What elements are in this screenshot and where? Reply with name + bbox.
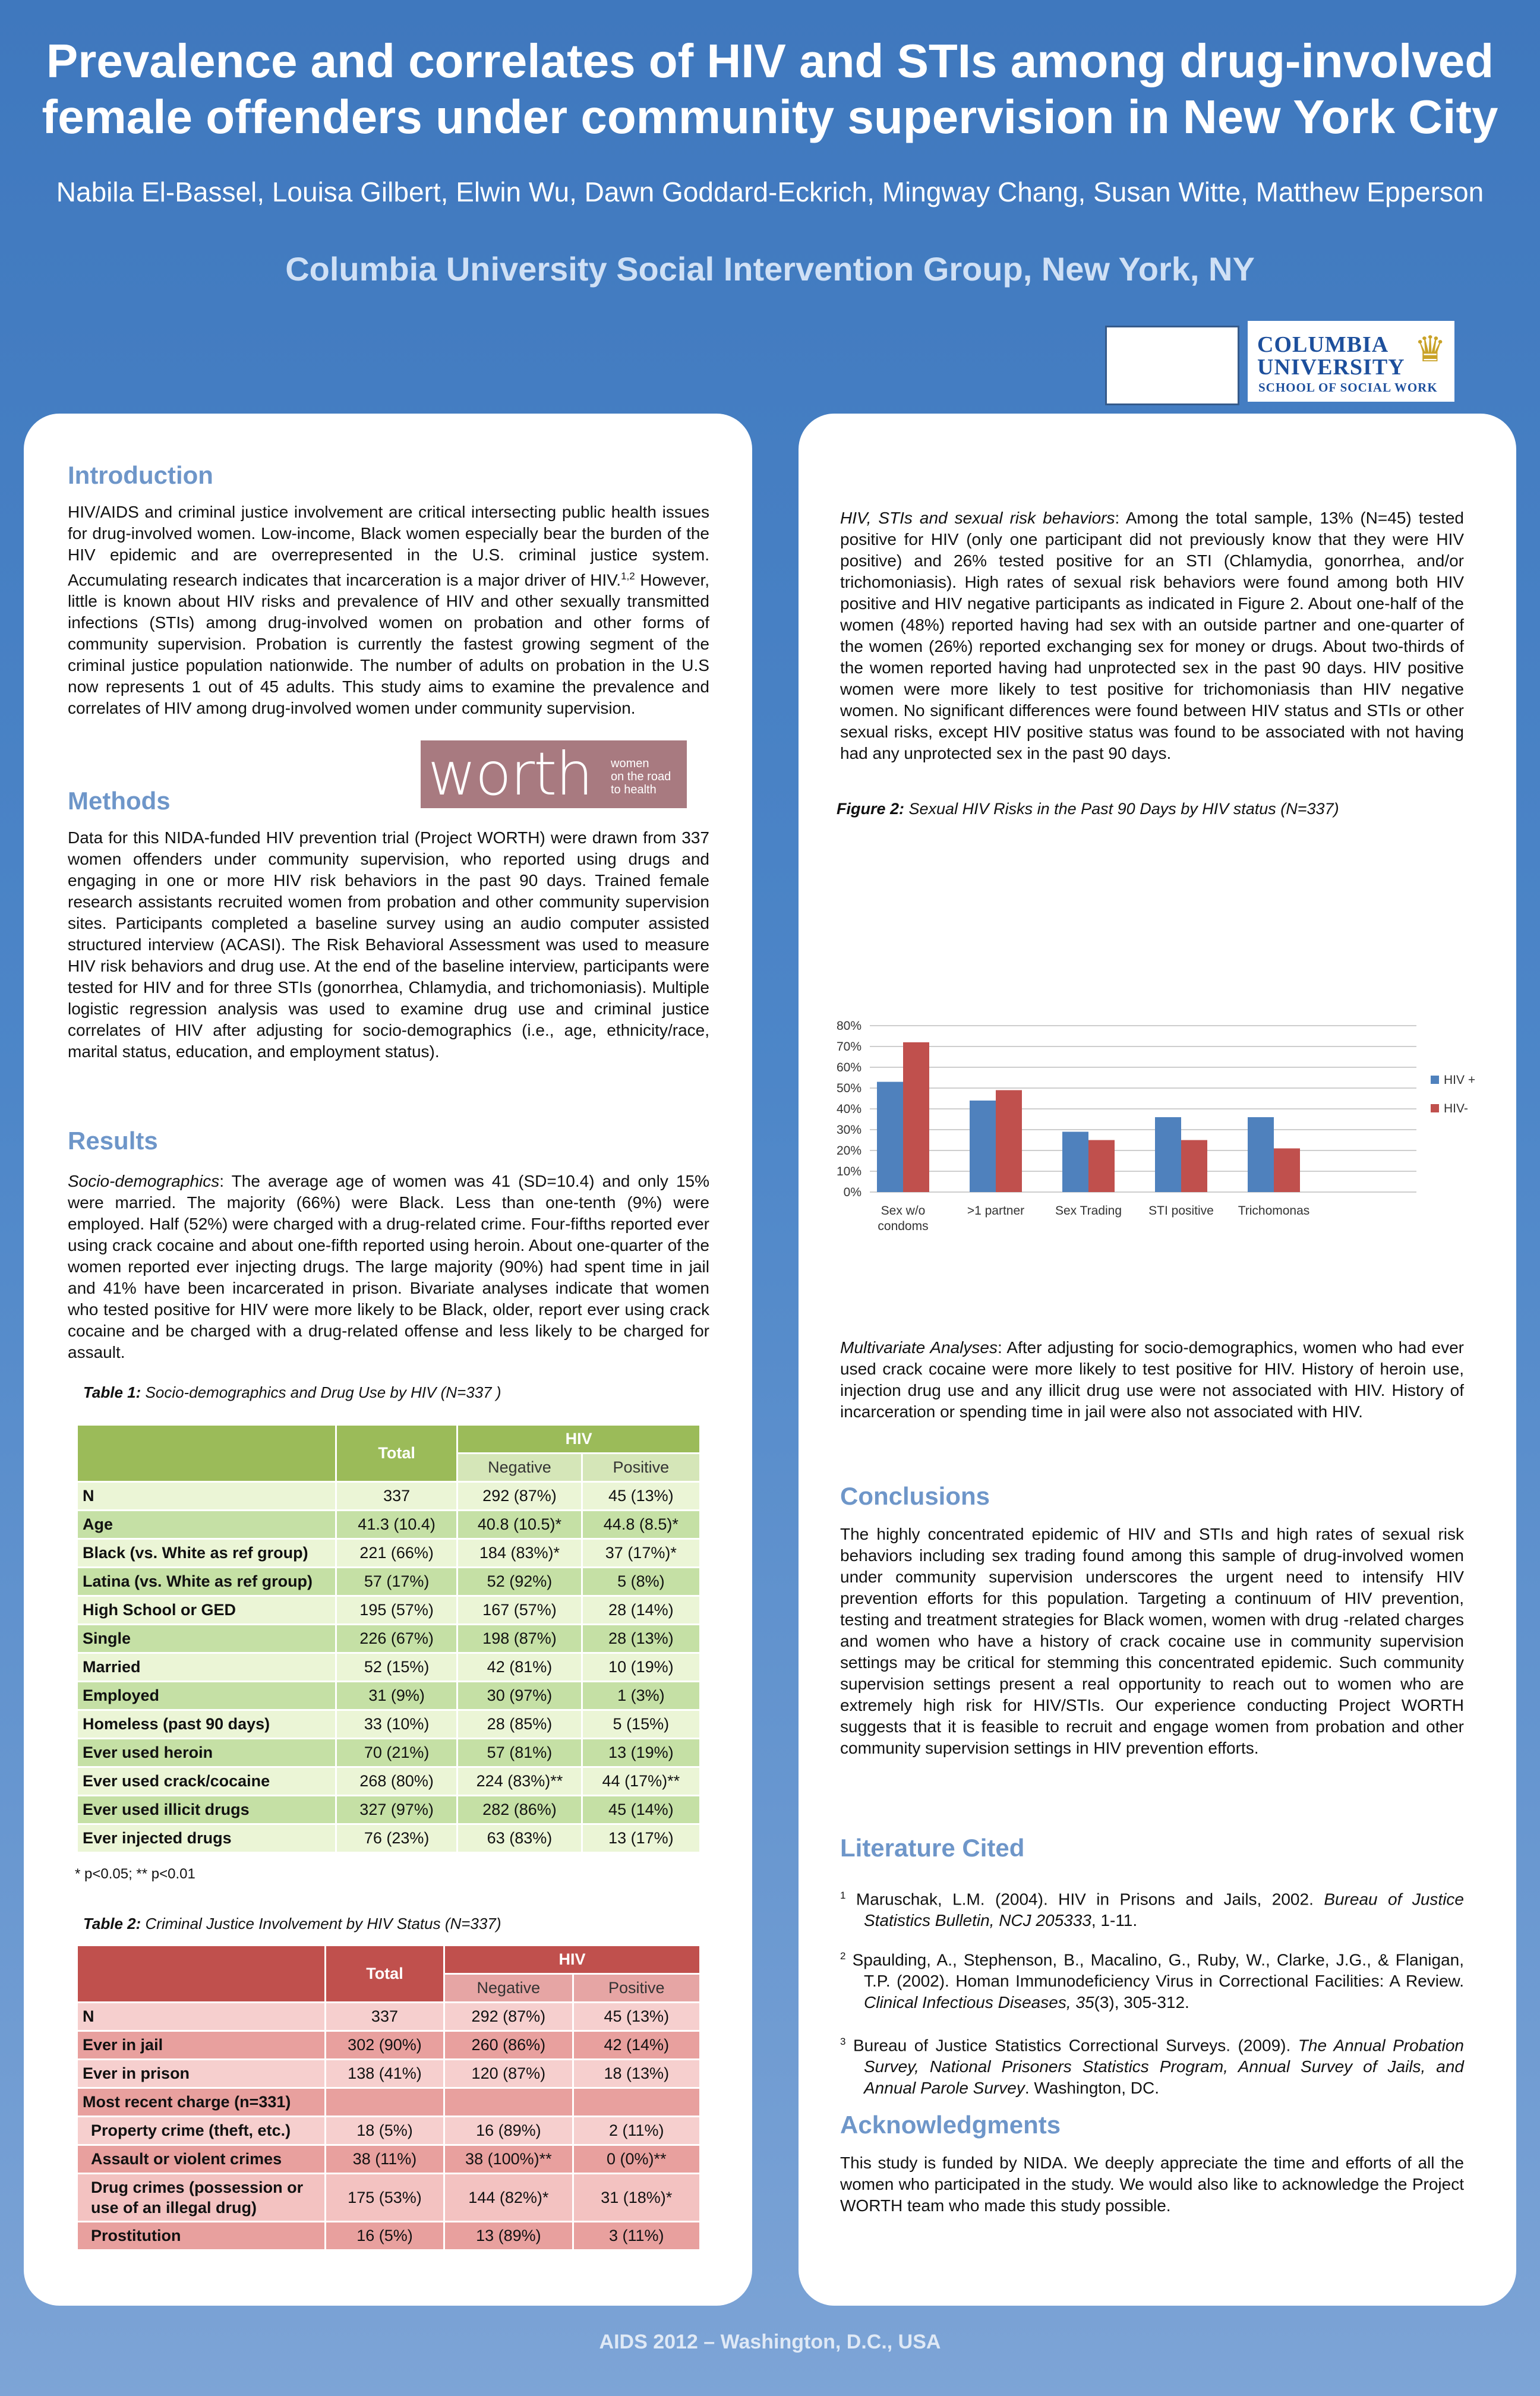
table2-cell-total: 175 (53%)	[326, 2174, 443, 2221]
table1-row	[78, 1625, 699, 1652]
table1-row	[78, 1597, 699, 1623]
table2-cell-label: Ever in prison	[78, 2060, 324, 2087]
table2-cell-total	[326, 2089, 443, 2116]
poster-title	[0, 33, 1540, 145]
x-tick-label: condoms	[878, 1219, 929, 1233]
table1-cell-pos: 44.8 (8.5)*	[583, 1511, 699, 1538]
left-column-panel	[24, 414, 752, 2306]
table1-cell-neg: 167 (57%)	[458, 1597, 580, 1623]
legend-label: HIV-	[1444, 1102, 1468, 1115]
table1-cell-neg: 292 (87%)	[458, 1483, 580, 1509]
table2	[76, 1944, 701, 2251]
table2-total-header: Total	[326, 1946, 443, 2001]
table1-cell-total: 70 (21%)	[337, 1739, 456, 1766]
columbia-logo	[1248, 321, 1454, 402]
legend-label: HIV +	[1444, 1073, 1476, 1087]
table1-cell-label: High School or GED	[78, 1597, 335, 1623]
table2-cell-label: Assault or violent crimes	[78, 2146, 324, 2173]
table1-row	[78, 1711, 699, 1738]
results-heading: Results	[68, 1127, 158, 1155]
literature-ref	[840, 2031, 1464, 2099]
table1-cell-total: 195 (57%)	[337, 1597, 456, 1623]
figure2-caption	[837, 800, 1339, 818]
table1-cell-pos: 45 (13%)	[583, 1483, 699, 1509]
introduction-citation: 1,2	[621, 570, 635, 582]
table1-cell-total: 33 (10%)	[337, 1711, 456, 1738]
table1-cell-label: Homeless (past 90 days)	[78, 1711, 335, 1738]
table1-row	[78, 1511, 699, 1538]
table1-cell-label: Ever injected drugs	[78, 1825, 335, 1852]
table1-negative-header: Negative	[458, 1454, 580, 1481]
worth-logo-tagline	[611, 757, 671, 796]
methods-body: Data for this NIDA-funded HIV prevention trial (Project WORTH) were drawn from 337 women offenders under community supervision, who reported using drugs and engaging in one or more HIV risk behaviors in the past 90 days. Trained female research assistants recruited women from probation and other community supervision sites. Participants completed a baseline survey using an audio computer assisted structured interview (ACASI). The Risk Behavioral Assessment was used to measure HIV risk behaviors and drug use. At the end of the baseline interview, participants were tested for HIV and for three STIs (gonorrhea, Chlamydia, and trichomoniasis). Multiple logistic regression analysis was used to examine drug use and criminal justice correlates of HIV after adjusting for socio-demographics (i.e., age, ethnicity/race, marital status, education, and employment status).	[68, 828, 709, 1061]
literature-ref	[840, 1885, 1464, 1931]
table1-cell-total: 268 (80%)	[337, 1768, 456, 1795]
table1-cell-total: 41.3 (10.4)	[337, 1511, 456, 1538]
ref-text-b: , 1-11.	[1091, 1911, 1138, 1930]
ref-number: 1	[840, 1890, 846, 1901]
table1-cell-neg: 40.8 (10.5)*	[458, 1511, 580, 1538]
table1-cell-pos: 44 (17%)**	[583, 1768, 699, 1795]
table2-cell-label: Prostitution	[78, 2222, 324, 2249]
legend-swatch	[1431, 1104, 1439, 1112]
author-list: Nabila El-Bassel, Louisa Gilbert, Elwin Wu, Dawn Goddard-Eckrich, Mingway Chang, Susan Witte, Matthew Epperson	[56, 176, 1484, 207]
ref-text-b: (3), 305-312.	[1094, 1993, 1189, 2012]
table1-caption-text: Socio-demographics and Drug Use by HIV (N=337 )	[141, 1383, 501, 1401]
ref-source: Bureau of Justice Statistics Bulletin, NCJ 205333	[864, 1890, 1465, 1930]
table1-row	[78, 1825, 699, 1852]
table1-cell-label: N	[78, 1483, 335, 1509]
table1-cell-pos: 10 (19%)	[583, 1654, 699, 1681]
table1-positive-header: Positive	[583, 1454, 699, 1481]
worth-tag-line3: to health	[611, 783, 657, 796]
ref-number: 2	[840, 1950, 846, 1962]
y-tick-label: 10%	[836, 1165, 861, 1178]
table1-cell-total: 221 (66%)	[337, 1540, 456, 1566]
figure2-bar-chart	[822, 1008, 1500, 1257]
acknowledgments-body: This study is funded by NIDA. We deeply appreciate the time and efforts of all the women who participated in the study. We would also like to acknowledge the Project WORTH team who made this study possible.	[840, 2154, 1464, 2215]
ref-number: 3	[840, 2036, 846, 2047]
hiv-sti-body: : Among the total sample, 13% (N=45) tested positive for HIV (only one participant did not previously know that they were HIV positive) and 26% tested positive for an STI (Chlamydia, gonorrhea, and/or trichomoniasis). High rates of sexual risk behaviors were found among both HIV positive and HIV negative participants as indicated in Figure 2. About one-half of the women (48%) reported having had sex with an outside partner and one-quarter of the women (26%) reported exchanging sex for money or drugs. About two-thirds of the women reported having had unprotected sex in the past 90 days. HIV positive women were more likely to test positive for trichomoniasis than HIV negative women. No significant differences were found between HIV status and STIs or other sexual risks, except HIV positive status was found to be associated with not having had any unprotected sex in the past 90 days.	[840, 509, 1464, 762]
introduction-heading: Introduction	[68, 461, 213, 489]
ref-source: Clinical Infectious Diseases, 35	[864, 1993, 1094, 2012]
table1-row	[78, 1483, 699, 1509]
title-line-1: Prevalence and correlates of HIV and STIs among drug-involved	[46, 34, 1494, 87]
table1-cell-total: 31 (9%)	[337, 1682, 456, 1709]
table1-cell-total: 226 (67%)	[337, 1625, 456, 1652]
table1-row	[78, 1568, 699, 1595]
right-column-panel	[799, 414, 1516, 2306]
table1-cell-label: Ever used crack/cocaine	[78, 1768, 335, 1795]
table1-cell-pos: 13 (17%)	[583, 1825, 699, 1852]
table2-cell-neg: 16 (89%)	[445, 2117, 572, 2144]
table1-cell-label: Ever used heroin	[78, 1739, 335, 1766]
table1-cell-total: 52 (15%)	[337, 1654, 456, 1681]
table2-positive-header: Positive	[574, 1975, 699, 2001]
literature-heading: Literature Cited	[840, 1834, 1025, 1862]
bar-hiv-positive	[1155, 1117, 1181, 1192]
methods-heading: Methods	[68, 787, 171, 815]
bar-hiv-negative	[996, 1090, 1022, 1193]
table1-cell-total: 327 (97%)	[337, 1796, 456, 1823]
table1-cell-label: Single	[78, 1625, 335, 1652]
table2-row	[78, 2222, 699, 2249]
table1-cell-neg: 28 (85%)	[458, 1711, 580, 1738]
blank-logo-placeholder	[1105, 326, 1239, 405]
table1-row	[78, 1682, 699, 1709]
table1-caption	[83, 1383, 501, 1402]
table2-cell-neg: 38 (100%)**	[445, 2146, 572, 2173]
ref-text-b: . Washington, DC.	[1024, 2079, 1159, 2098]
x-tick-label: STI positive	[1148, 1204, 1214, 1218]
table2-cell-neg: 144 (82%)*	[445, 2174, 572, 2221]
table1-cell-pos: 45 (14%)	[583, 1796, 699, 1823]
bar-hiv-positive	[877, 1082, 903, 1193]
y-tick-label: 0%	[843, 1186, 861, 1199]
table1-cell-neg: 57 (81%)	[458, 1739, 580, 1766]
table1-cell-neg: 198 (87%)	[458, 1625, 580, 1652]
table1-total-header: Total	[337, 1426, 456, 1481]
table1-cell-pos: 5 (15%)	[583, 1711, 699, 1738]
introduction-text-a: HIV/AIDS and criminal justice involvement are critical intersecting public health issues for drug-involved women. Low-income, Black women especially bear the burden of the HIV epidemic and are overrepresented in the U.S. criminal justice system. Accumulating research indicates that incarceration is a major driver of HIV.	[68, 503, 709, 589]
table1-row	[78, 1796, 699, 1823]
table2-caption-text: Criminal Justice Involvement by HIV Status (N=337)	[141, 1915, 501, 1932]
table1-row	[78, 1768, 699, 1795]
crown-icon: ♛	[1414, 329, 1446, 369]
y-tick-label: 20%	[836, 1144, 861, 1158]
bar-hiv-positive	[1062, 1132, 1088, 1193]
table2-cell-total: 16 (5%)	[326, 2222, 443, 2249]
bar-hiv-negative	[903, 1042, 929, 1192]
table2-row	[78, 2117, 699, 2144]
table2-cell-total: 337	[326, 2003, 443, 2030]
conference-footer: AIDS 2012 – Washington, D.C., USA	[599, 2331, 941, 2353]
table2-cell-neg: 13 (89%)	[445, 2222, 572, 2249]
bar-hiv-negative	[1181, 1140, 1207, 1193]
introduction-body	[68, 502, 709, 719]
columbia-logo-line2: UNIVERSITY	[1257, 355, 1405, 380]
ref-text-a: Maruschak, L.M. (2004). HIV in Prisons and Jails, 2002.	[845, 1890, 1324, 1909]
table1-cell-label: Black (vs. White as ref group)	[78, 1540, 335, 1566]
y-tick-label: 60%	[836, 1061, 861, 1074]
worth-tag-line2: on the road	[611, 770, 671, 783]
table1-cell-label: Age	[78, 1511, 335, 1538]
y-tick-label: 40%	[836, 1102, 861, 1116]
affiliation: Columbia University Social Intervention Group, New York, NY	[285, 250, 1255, 288]
table1-cell-label: Married	[78, 1654, 335, 1681]
table2-cell-neg: 292 (87%)	[445, 2003, 572, 2030]
table2-cell-label: Drug crimes (possession or use of an illegal drug)	[78, 2174, 324, 2221]
x-tick-label: Sex Trading	[1055, 1204, 1122, 1218]
worth-logo	[421, 740, 687, 808]
table1-cell-neg: 63 (83%)	[458, 1825, 580, 1852]
table1-cell-neg: 30 (97%)	[458, 1682, 580, 1709]
columbia-logo-line1: COLUMBIA	[1257, 332, 1389, 357]
table2-cell-total: 302 (90%)	[326, 2032, 443, 2058]
table2-cell-total: 38 (11%)	[326, 2146, 443, 2173]
results-socio-paragraph	[68, 1171, 709, 1363]
table1-cell-pos: 1 (3%)	[583, 1682, 699, 1709]
table2-cell-pos: 3 (11%)	[574, 2222, 699, 2249]
table1-cell-pos: 13 (19%)	[583, 1739, 699, 1766]
table1-label-header	[78, 1426, 335, 1481]
table2-cell-pos	[574, 2089, 699, 2116]
table2-cell-total: 138 (41%)	[326, 2060, 443, 2087]
table1-cell-pos: 5 (8%)	[583, 1568, 699, 1595]
table2-cell-neg	[445, 2089, 572, 2116]
bar-hiv-negative	[1274, 1149, 1300, 1193]
ref-source: The Annual Probation Survey, National Prisoners Statistics Program, Annual Survey of Jails, and Annual Parole Survey	[864, 2036, 1464, 2098]
table1-cell-label: Latina (vs. White as ref group)	[78, 1568, 335, 1595]
table1-cell-pos: 28 (14%)	[583, 1597, 699, 1623]
table1-cell-pos: 37 (17%)*	[583, 1540, 699, 1566]
table1-cell-neg: 52 (92%)	[458, 1568, 580, 1595]
table2-cell-neg: 120 (87%)	[445, 2060, 572, 2087]
table2-row	[78, 2003, 699, 2030]
table2-body	[78, 2003, 699, 2249]
hiv-sti-label: HIV, STIs and sexual risk behaviors	[840, 509, 1115, 527]
socio-body: : The average age of women was 41 (SD=10.4) and only 15% were married. The majority (66%) were Black. Less than one-tenth (9%) were employed. Half (52%) were charged with a drug-related crime. Four-fifths reported ever using crack cocaine and about one-fifth reported using heroin. About one-quarter of the women reported ever injecting drugs. The large majority (90%) had spent time in jail and 41% have been incarcerated in prison. Bivariate analyses indicate that women who tested positive for HIV were more likely to be Black, older, report ever using crack cocaine and be charged with a drug-related offense and less likely to be charged for assault.	[68, 1172, 709, 1361]
title-line-2: female offenders under community supervision in New York City	[42, 90, 1498, 143]
table1-row	[78, 1654, 699, 1681]
table2-cell-neg: 260 (86%)	[445, 2032, 572, 2058]
multivariate-label: Multivariate Analyses	[840, 1338, 998, 1357]
table1-cell-pos: 28 (13%)	[583, 1625, 699, 1652]
table2-cell-total: 18 (5%)	[326, 2117, 443, 2144]
bar-hiv-positive	[970, 1101, 996, 1192]
table1-row	[78, 1540, 699, 1566]
columbia-logo-line3: SCHOOL OF SOCIAL WORK	[1258, 380, 1438, 395]
conclusions-heading: Conclusions	[840, 1482, 990, 1510]
table1-cell-neg: 282 (86%)	[458, 1796, 580, 1823]
table1-cell-label: Ever used illicit drugs	[78, 1796, 335, 1823]
table1-hiv-header: HIV	[458, 1426, 699, 1452]
y-tick-label: 70%	[836, 1040, 861, 1054]
table1-row	[78, 1739, 699, 1766]
x-tick-label: Trichomonas	[1238, 1204, 1310, 1218]
ref-text-a: Spaulding, A., Stephenson, B., Macalino, G., Ruby, W., Clarke, J.G., & Flanigan, T.P. (2002). Homan Immunodeficiency Virus in Correctional Facilities: A Review.	[845, 1950, 1464, 1991]
table2-caption	[83, 1915, 501, 1933]
x-tick-label: >1 partner	[967, 1204, 1025, 1218]
table2-cell-label: Most recent charge (n=331)	[78, 2089, 324, 2116]
table2-negative-header: Negative	[445, 1975, 572, 2001]
y-tick-label: 50%	[836, 1082, 861, 1095]
conclusions-body: The highly concentrated epidemic of HIV and STIs and high rates of sexual risk behaviors including sex trading found among this sample of drug-involved women under community supervision underscores the urgent need to intensify HIV prevention efforts for this population. Targeting a continuum of HIV prevention, testing and treatment strategies for Black women, women with drug -related charges and women who have a history of crack cocaine use in community supervision settings may be critical for stemming this concentrated epidemic. Such community supervision settings present a real opportunity to reach out to women who are extremely high risk for HIV/STIs. Our experience conducting Project WORTH suggests that it is feasible to recruit and engage women from probation and other community supervision settings in HIV prevention efforts.	[840, 1525, 1464, 1757]
y-tick-label: 80%	[836, 1019, 861, 1033]
table1-cell-total: 57 (17%)	[337, 1568, 456, 1595]
socio-label: Socio-demographics	[68, 1172, 220, 1190]
table2-row	[78, 2146, 699, 2173]
bar-hiv-negative	[1088, 1140, 1115, 1193]
table1-cell-neg: 224 (83%)**	[458, 1768, 580, 1795]
x-tick-label: Sex w/o	[881, 1204, 926, 1218]
worth-tag-line1: women	[611, 757, 649, 770]
table2-caption-label: Table 2:	[83, 1915, 141, 1932]
table1	[76, 1424, 701, 1853]
hiv-sti-paragraph	[840, 507, 1464, 764]
table2-cell-pos: 2 (11%)	[574, 2117, 699, 2144]
figure2-caption-label: Figure 2:	[837, 800, 905, 818]
figure2-caption-text: Sexual HIV Risks in the Past 90 Days by HIV status (N=337)	[904, 800, 1339, 818]
table2-cell-pos: 31 (18%)*	[574, 2174, 699, 2221]
y-tick-label: 30%	[836, 1123, 861, 1137]
literature-ref	[840, 1946, 1464, 2013]
table2-cell-pos: 42 (14%)	[574, 2032, 699, 2058]
table1-cell-neg: 184 (83%)*	[458, 1540, 580, 1566]
table2-cell-label: Ever in jail	[78, 2032, 324, 2058]
table2-cell-pos: 0 (0%)**	[574, 2146, 699, 2173]
table2-row	[78, 2032, 699, 2058]
table2-row	[78, 2089, 699, 2116]
table2-cell-label: Property crime (theft, etc.)	[78, 2117, 324, 2144]
table1-body	[78, 1483, 699, 1852]
table1-footnote: * p<0.05; ** p<0.01	[75, 1866, 195, 1882]
table1-caption-label: Table 1:	[83, 1383, 141, 1401]
table2-row	[78, 2060, 699, 2087]
table1-cell-total: 76 (23%)	[337, 1825, 456, 1852]
table2-cell-pos: 18 (13%)	[574, 2060, 699, 2087]
multivariate-body: : After adjusting for socio-demographics, women who had ever used crack cocaine were more likely to test positive for HIV. History of heroin use, injection drug use and any illicit drug use were not associated with HIV. History of incarceration or spending time in jail were also not associated with HIV.	[840, 1338, 1464, 1421]
introduction-text-b: However, little is known about HIV risks and prevalence of HIV and other sexually transmitted infections (STIs) among drug-involved women on probation and other forms of community supervision. Probation is currently the fastest growing segment of the criminal justice population nationwide. The number of adults on probation in the U.S now represents 1 out of 45 adults. This study aims to examine the prevalence and correlates of HIV among drug-involved women under community supervision.	[68, 570, 710, 718]
ref-text-a: Bureau of Justice Statistics Correctional Surveys. (2009).	[845, 2036, 1298, 2055]
table2-cell-label: N	[78, 2003, 324, 2030]
table1-cell-neg: 42 (81%)	[458, 1654, 580, 1681]
table2-row	[78, 2174, 699, 2221]
table2-cell-pos: 45 (13%)	[574, 2003, 699, 2030]
table2-hiv-header: HIV	[445, 1946, 699, 1973]
table1-cell-label: Employed	[78, 1682, 335, 1709]
worth-logo-word: worth	[428, 739, 592, 809]
multivariate-paragraph	[840, 1337, 1464, 1423]
table2-label-header	[78, 1946, 324, 2001]
bar-hiv-positive	[1248, 1117, 1274, 1192]
table1-cell-total: 337	[337, 1483, 456, 1509]
acknowledgments-heading: Acknowledgments	[840, 2111, 1061, 2139]
legend-swatch	[1431, 1076, 1439, 1084]
